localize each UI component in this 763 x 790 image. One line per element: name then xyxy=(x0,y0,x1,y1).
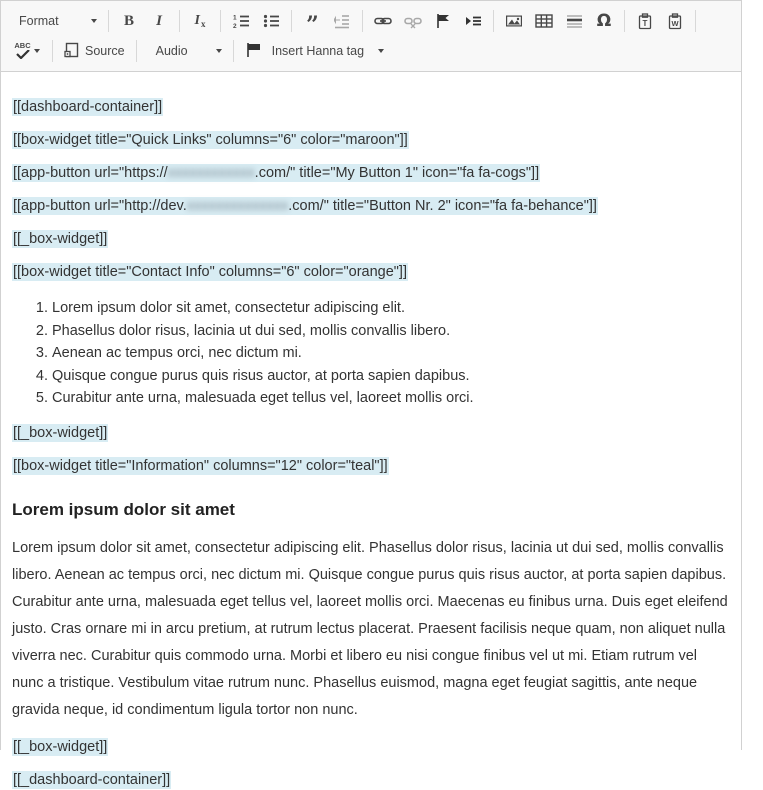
toolbar-row-2 xyxy=(7,37,735,65)
toolbar-row-1 xyxy=(7,6,735,36)
shortcode-line xyxy=(12,230,730,249)
outdent-icon xyxy=(334,13,350,29)
bulleted-list-button[interactable] xyxy=(256,8,286,34)
shortcode-box-widget-contact-info: [[box-widget title="Contact Info" columns="6" color="orange"]] xyxy=(13,264,407,280)
toolbar-separator xyxy=(220,10,221,32)
paste-text-button[interactable] xyxy=(630,8,660,34)
source-icon xyxy=(64,42,80,61)
blurred-url-segment: xxxxxxxxxxxxxx xyxy=(186,198,289,214)
chevron-down-icon xyxy=(34,49,40,53)
chevron-down-icon xyxy=(378,49,384,53)
shortcode-line xyxy=(12,164,730,183)
unlink-icon xyxy=(404,13,422,29)
table-icon xyxy=(535,13,553,29)
spell-check-icon: ABC xyxy=(14,42,30,59)
shortcode-box-widget-close: [[_box-widget]] xyxy=(13,231,108,247)
shortcode-line xyxy=(12,131,730,150)
horizontal-rule-icon xyxy=(566,13,583,29)
format-label: Format xyxy=(19,14,59,28)
toolbar-separator xyxy=(624,10,625,32)
chevron-down-icon xyxy=(216,49,222,53)
editor-content-area[interactable] xyxy=(1,72,741,790)
teaser-break-icon xyxy=(465,13,482,29)
bold-button[interactable] xyxy=(114,8,144,34)
anchor-flag-icon xyxy=(435,13,451,29)
shortcode-app-button-1: [[app-button url="https://xxxxxxxxxxxx.com/" title="My Button 1" icon="fa fa-cogs"]] xyxy=(13,165,540,181)
shortcode-box-widget-information: [[box-widget title="Information" columns="12" color="teal"]] xyxy=(13,457,388,474)
shortcode-line xyxy=(12,457,730,476)
unlink-button[interactable] xyxy=(398,8,428,34)
insert-hanna-tag-dropdown[interactable] xyxy=(239,38,390,64)
list-item: 3. Aenean ac tempus orci, nec dictum mi. xyxy=(52,342,730,365)
table-button[interactable] xyxy=(529,8,559,34)
shortcode-line xyxy=(12,263,730,282)
shortcode-box-widget-close: [[_box-widget]] xyxy=(13,424,108,441)
shortcode-line xyxy=(12,738,730,757)
audio-label: Audio xyxy=(155,44,188,58)
paste-word-icon xyxy=(667,13,683,30)
toolbar-separator xyxy=(136,40,137,62)
format-dropdown[interactable] xyxy=(13,8,103,34)
numbered-list-button[interactable] xyxy=(226,8,256,34)
toolbar-separator xyxy=(108,10,109,32)
bold-icon: B xyxy=(123,12,134,29)
list-item: 2. Phasellus dolor risus, lacinia ut dui sed, mollis convallis libero. xyxy=(52,320,730,343)
toolbar-separator xyxy=(493,10,494,32)
list-item: 5. Curabitur ante urna, malesuada eget tellus vel, laoreet mollis orci. xyxy=(52,387,730,410)
shortcode-line xyxy=(12,771,730,790)
shortcode-dashboard-container-open: [[dashboard-container]] xyxy=(13,99,163,115)
link-button[interactable] xyxy=(368,8,398,34)
numbered-list-icon xyxy=(233,13,250,29)
shortcode-dashboard-container-close: [[_dashboard-container]] xyxy=(13,771,171,788)
content-heading: Lorem ipsum dolor sit amet xyxy=(12,499,235,519)
toolbar-separator xyxy=(362,10,363,32)
list-item: 1. Lorem ipsum dolor sit amet, consectetur adipiscing elit. xyxy=(52,297,730,320)
teaser-break-button[interactable] xyxy=(458,8,488,34)
hanna-flag-icon xyxy=(245,42,262,61)
list-item: 4. Quisque congue purus quis risus auctor, at porta sapien dapibus. xyxy=(52,365,730,388)
image-icon xyxy=(505,13,523,29)
audio-dropdown[interactable] xyxy=(150,38,228,64)
chevron-down-icon xyxy=(91,19,97,23)
paste-word-button[interactable] xyxy=(660,8,690,34)
insert-hanna-tag-label: Insert Hanna tag xyxy=(271,44,365,58)
paste-text-icon xyxy=(637,13,653,30)
spell-check-button[interactable] xyxy=(7,38,47,64)
editor-toolbar xyxy=(1,1,741,72)
content-paragraph: Lorem ipsum dolor sit amet, consectetur adipiscing elit. Phasellus dolor risus, lacinia ut dui sed, mollis convallis libero. Aenean ac tempus orci, nec dictum mi. Quisque congue purus quis risus auctor, at porta sapien dapibus. Curabitur ante urna, malesuada eget tellus vel, laoreet mollis orci. Maecenas eu finibus urna. Duis eget eleifend justo. Cras ornare mi in arcu pretium, at rutrum lectus placerat. Praesent facilisis neque quam, non aliquet nulla viverra nec. Curabitur quis commodo urna. Morbi et libero eu nisi congue finibus vel ut mi. Etiam rutrum vel nunc a tristique. Vestibulum vitae rutrum nunc. Phasellus euismod, magna eget feugiat sagittis, ante neque gravida neque, id condimentum ligula tortor non nunc. xyxy=(12,539,728,718)
remove-format-button[interactable] xyxy=(185,8,215,34)
link-icon xyxy=(374,13,392,29)
italic-icon: I xyxy=(156,12,162,29)
toolbar-separator xyxy=(291,10,292,32)
svg-text:T: T xyxy=(642,18,648,28)
svg-text:2: 2 xyxy=(232,23,237,29)
source-button[interactable] xyxy=(58,38,131,64)
omega-icon: Ω xyxy=(596,11,612,31)
toolbar-separator xyxy=(179,10,180,32)
italic-button[interactable] xyxy=(144,8,174,34)
shortcode-box-widget-close: [[_box-widget]] xyxy=(13,738,108,755)
ordered-list xyxy=(12,297,730,410)
special-char-button[interactable] xyxy=(589,8,619,34)
source-label: Source xyxy=(85,44,125,58)
remove-format-icon: $I_x$ xyxy=(194,12,206,30)
shortcode-line xyxy=(12,424,730,443)
shortcode-app-button-2: [[app-button url="http://dev.xxxxxxxxxxxxxx.com/" title="Button Nr. 2" icon="fa fa-behance"]] xyxy=(13,198,597,214)
svg-text:W: W xyxy=(671,18,679,28)
blockquote-icon: ” xyxy=(306,12,318,38)
blockquote-button[interactable] xyxy=(297,8,327,38)
svg-text:1: 1 xyxy=(232,14,237,22)
toolbar-separator xyxy=(52,40,53,62)
image-button[interactable] xyxy=(499,8,529,34)
shortcode-line xyxy=(12,98,730,117)
toolbar-separator xyxy=(233,40,234,62)
toolbar-separator xyxy=(695,10,696,32)
blurred-url-segment: xxxxxxxxxxxx xyxy=(167,165,255,181)
horizontal-rule-button[interactable] xyxy=(559,8,589,34)
bulleted-list-icon xyxy=(263,13,280,29)
shortcode-line xyxy=(12,197,730,216)
outdent-button[interactable] xyxy=(327,8,357,34)
shortcode-box-widget-quick-links: [[box-widget title="Quick Links" columns="6" color="maroon"]] xyxy=(13,132,408,148)
anchor-button[interactable] xyxy=(428,8,458,34)
